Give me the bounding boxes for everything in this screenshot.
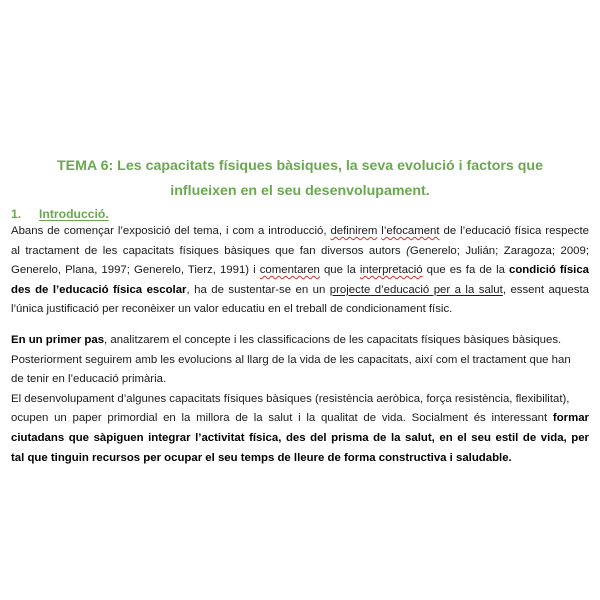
section-heading-text: Introducció. (39, 207, 109, 221)
spellcheck-word: l’efocament (381, 225, 440, 237)
paragraph-2-line-5: ocupen un paper primordial en la millora de la salut i la qualitat de vida. Socialment és interessant formar (11, 412, 589, 425)
section-heading (11, 206, 109, 222)
paragraph-2 (11, 331, 589, 468)
underlined-phrase: projecte d’educació per a la salut (329, 283, 503, 296)
paragraph-1-line-4: des de l’educació física escolar, ha de sustentar-se en un projecte d’educació per a la salut, essent aquesta (11, 283, 589, 296)
paragraph-2-line-3: de tenir en l’educació primària. (11, 373, 167, 386)
paragraph-2-line-6: ciutadans que sàpiguen integrar l’activitat física, des del prisma de la salut, en el seu estil de vida, per (11, 431, 589, 444)
paragraph-1-line-2: al tractament de les capacitats físiques bàsiques que fan diversos autors (Generelo; Julián; Zaragoza; 2009; (11, 244, 589, 257)
title-line-2: influeixen en el seu desenvolupament. (170, 183, 430, 199)
spellcheck-word: comentaren (259, 264, 320, 277)
paragraph-1-line-3: Generelo, Plana, 1997; Generelo, Tierz, 1991) i comentaren que la interpretació que es fa de la condició física (11, 264, 590, 277)
paragraph-2-line-7: tal que tinguin recursos per ocupar el seu temps de lleure de forma constructiva i saludable. (11, 451, 512, 464)
title-line-1: TEMA 6: Les capacitats físiques bàsiques, la seva evolució i factors que (57, 158, 543, 174)
paragraph-1-line-5: l’única justificació per reconèixer un valor educatiu en el treball de condicionament físic. (11, 303, 453, 316)
document-title (10, 154, 590, 204)
paragraph-2-line-1: En un primer pas, analitzarem el concepte i les classificacions de les capacitats físiques bàsiques bàsiques. (11, 334, 562, 346)
paragraph-1-line-1: Abans de començar l’exposició del tema, i com a introducció, definirem l’efocament de l’educació física respecte (11, 225, 589, 237)
paragraph-2-line-2: Posteriorment seguirem amb les evolucions al llarg de la vida de les capacitats, així com el tractament que han (11, 353, 571, 366)
spellcheck-word: definirem (330, 225, 378, 237)
section-number: 1. (11, 207, 22, 221)
paragraph-1 (11, 222, 589, 320)
paragraph-2-line-4: El desenvolupament d’algunes capacitats físiques bàsiques (resistència aeròbica, força resistència, flexibilitat), (11, 392, 570, 405)
spellcheck-word: interpretació (359, 264, 423, 277)
